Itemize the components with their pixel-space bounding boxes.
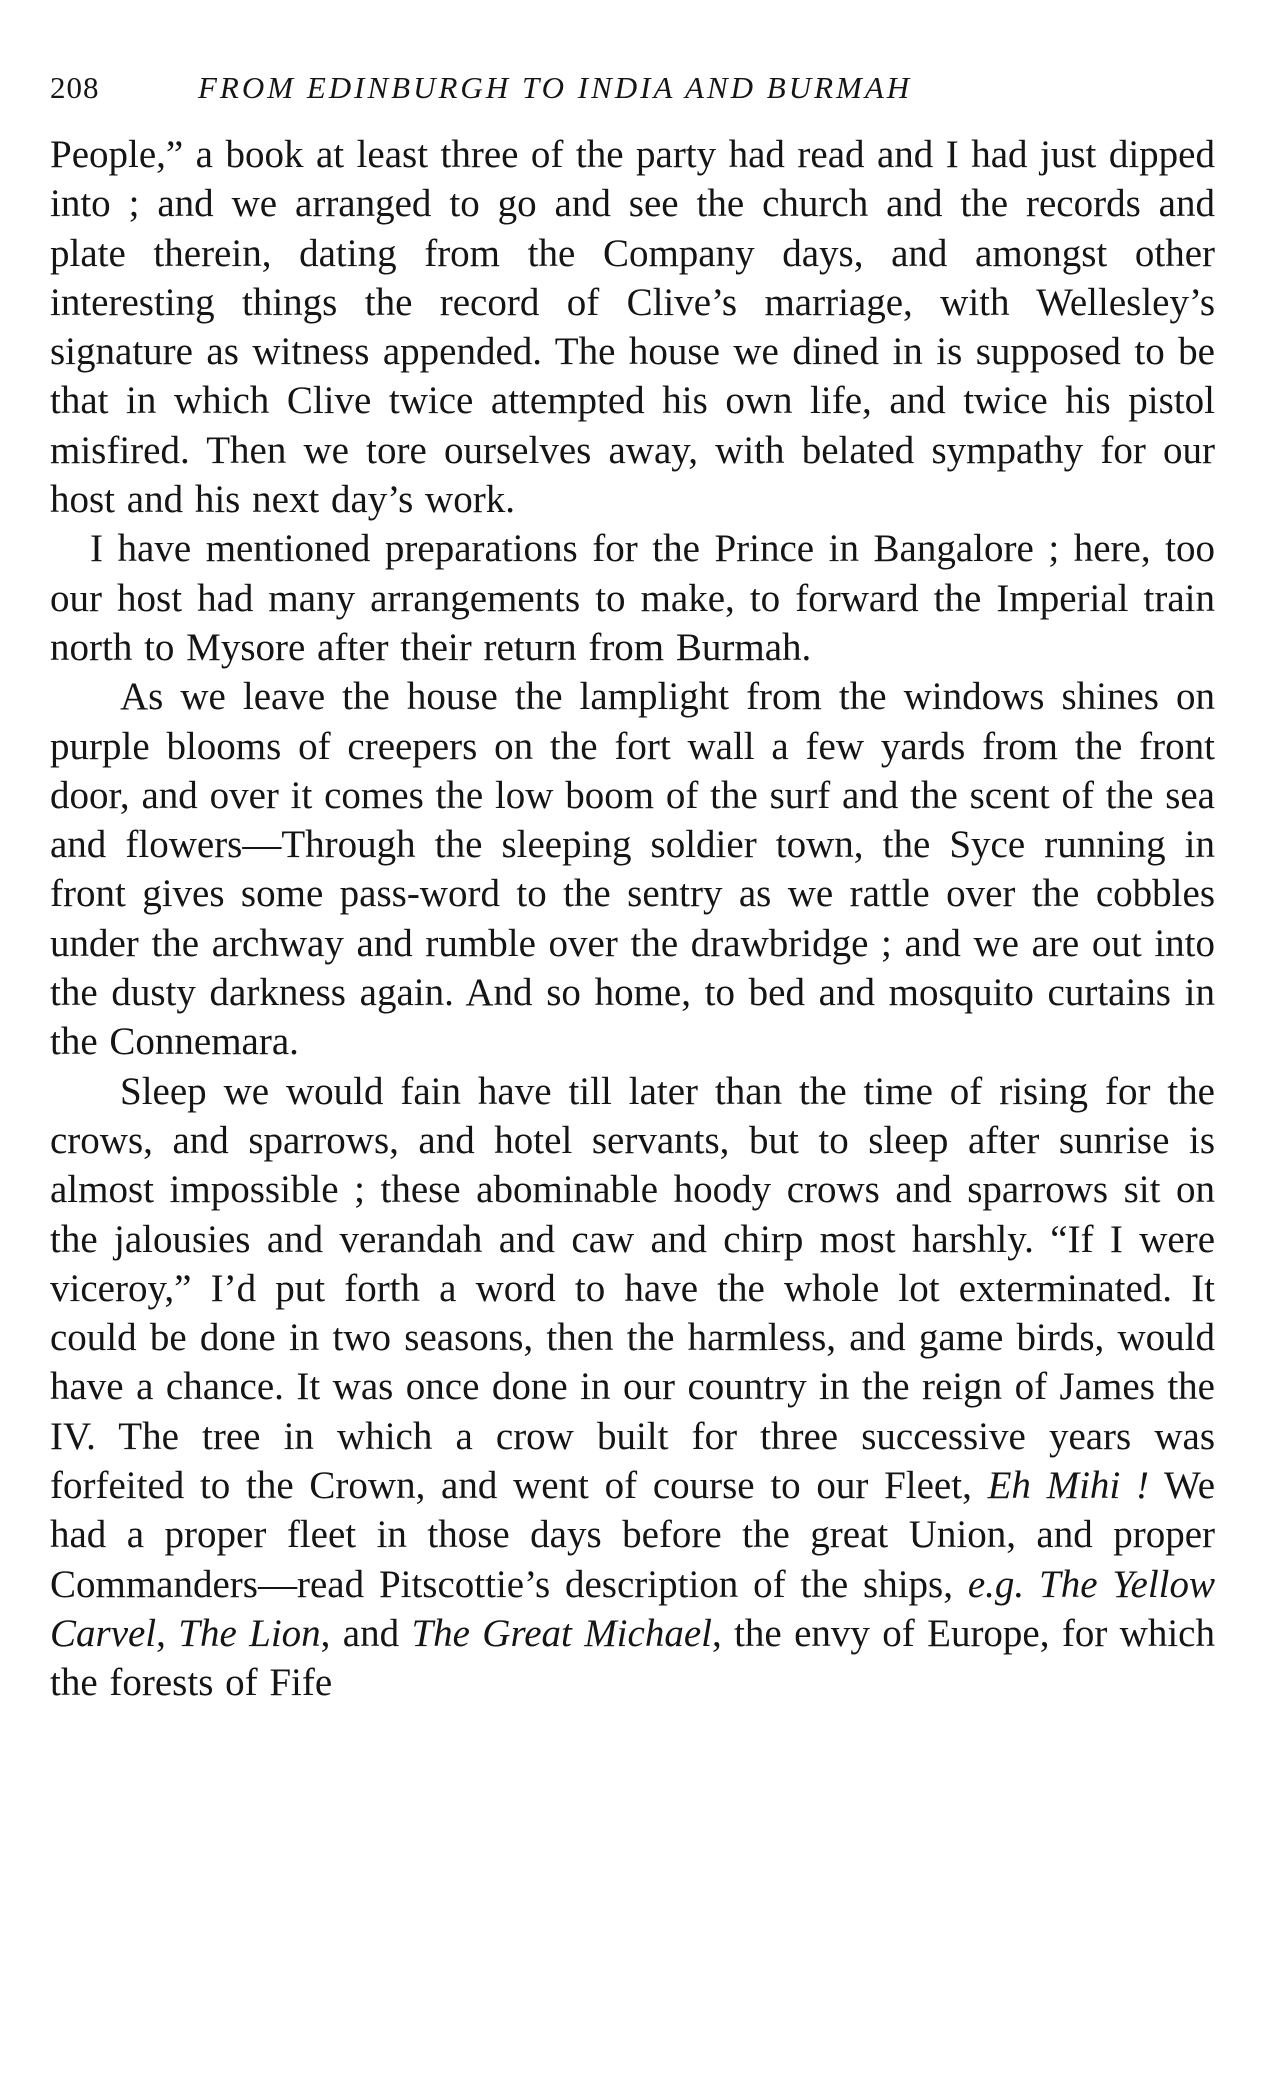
- book-page: [50, 68, 1215, 1708]
- text-run: Sleep we would fain have till later than the time of rising for the crows, and sparrows, and hotel servants, but to sleep after sunrise is almost impossible ; these abominable hoody crows and sparrows sit on the jalousies and verandah and caw and chirp most harshly. “If I were viceroy,” I’d put forth a word to have the whole lot exterminated. It could be done in two seasons, then the harmless, and game birds, would have a chance. It was once done in our country in the reign of James the IV. The tree in which a crow built for three successive years was forfeited to the Crown, and went of course to our Fleet,: [50, 1069, 1215, 1508]
- page-number: 208: [50, 70, 100, 105]
- paragraph-4: [50, 1067, 1215, 1708]
- italic-phrase: Eh Mihi !: [987, 1464, 1149, 1508]
- text-run: , the envy of Europe, for which the forests of Fife: [50, 1611, 1215, 1705]
- running-header: [50, 68, 1215, 108]
- text-run: As we leave the house the lamplight from the windows shines on purple blooms of creepers on the fort wall a few yards from the front door, and over it comes the low boom of the surf and the scent of the sea and flowers—Through the sleeping soldier town, the Syce running in front gives some pass-word to the sentry as we rattle over the cobbles under the archway and rumble over the drawbridge ; and we are out into the dusty darkness again. And so home, to bed and mosquito curtains in the Connemara.: [50, 675, 1215, 1064]
- ship-name: The Great Michael: [411, 1611, 712, 1655]
- paragraph-2: [50, 524, 1215, 672]
- paragraph-1: [50, 130, 1215, 524]
- text-run: , and: [320, 1611, 412, 1655]
- ship-name: The Lion: [178, 1611, 321, 1655]
- text-run: ,: [156, 1611, 179, 1655]
- ship-name: The Yellow Carvel: [50, 1562, 1216, 1655]
- text-run: [1024, 1563, 1039, 1606]
- text-run: We had a proper fleet in those days before the great Union, and proper Commanders—read Pitscottie’s description of the ships,: [50, 1464, 1216, 1606]
- running-title: FROM EDINBURGH TO INDIA AND BURMAH: [198, 70, 913, 105]
- paragraph-3: [50, 672, 1215, 1066]
- italic-abbreviation: e.g.: [967, 1562, 1025, 1606]
- text-run: I have mentioned preparations for the Prince in Bangalore ; here, too our host had many arrangements to make, to forward the Imperial train north to Mysore after their return from Burmah.: [50, 527, 1215, 669]
- body-text: [50, 130, 1215, 1708]
- text-run: People,” a book at least three of the party had read and I had just dipped into ; and we arranged to go and see the church and the records and plate therein, dating from the Company days, and amongst other interesting things the record of Clive’s marriage, with Wellesley’s signature as witness appended. The house we dined in is supposed to be that in which Clive twice attempted his own life, and twice his pistol misfired. Then we tore ourselves away, with belated sympathy for our host and his next day’s work.: [50, 133, 1215, 522]
